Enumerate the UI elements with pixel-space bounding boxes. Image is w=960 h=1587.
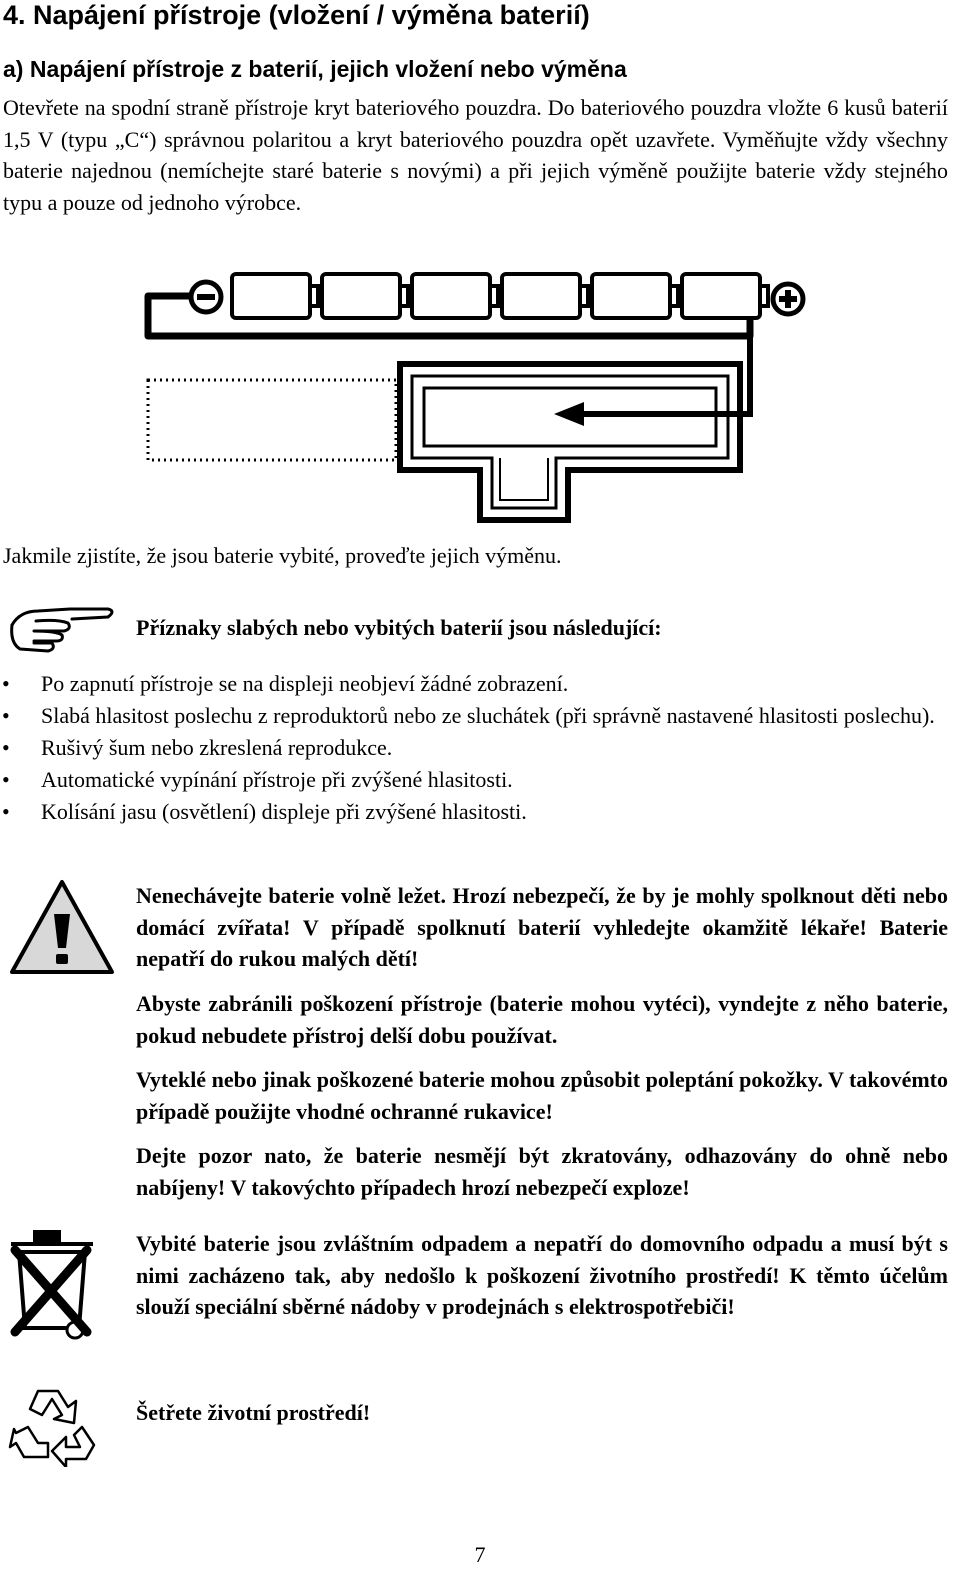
- disposal-paragraph: Vybité baterie jsou zvláštním odpadem a nepatří do domovního odpadu a musí být s nimi zacházeno tak, aby nedošlo k poškození životního prostředí! K těmto účelům slouží speciální sběrné nádoby v prodejnách s elektrospotřebiči!: [136, 1231, 948, 1319]
- warning-paragraph: Vyteklé nebo jinak poškozené baterie mohou způsobit poleptání pokožky. V takovémto případě použijte vhodné ochranné rukavice!: [136, 1067, 948, 1124]
- replace-batteries-note: Jakmile zjistíte, že jsou baterie vybité, proveďte jejich výměnu.: [3, 543, 562, 568]
- list-item: • Rušivý šum nebo zkreslená reprodukce.: [0, 732, 950, 764]
- page-heading: 4. Napájení přístroje (vložení / výměna baterií): [3, 0, 590, 30]
- symptom-list: [0, 668, 950, 828]
- pointing-hand-icon: [8, 603, 118, 655]
- recycle-icon: [8, 1385, 100, 1467]
- battery-outline-dotted: [148, 380, 396, 460]
- crossed-out-bin-icon: [5, 1228, 100, 1343]
- battery-compartment: [400, 364, 740, 520]
- list-item: • Kolísání jasu (osvětlení) displeje při zvýšené hlasitosti.: [0, 796, 950, 828]
- section-subheading: a) Napájení přístroje z baterií, jejich vložení nebo výměna: [3, 56, 627, 82]
- list-item: • Automatické vypínání přístroje při zvýšené hlasitosti.: [0, 764, 950, 796]
- plus-terminal: [773, 284, 803, 314]
- warning-triangle-icon: [8, 878, 116, 976]
- warning-paragraph: Dejte pozor nato, že baterie nesmějí být zkratovány, odhazovány do ohně nebo nabíjeny! V takovýchto případech hrozí nebezpečí exploze!: [136, 1143, 948, 1200]
- eco-note: Šetřete životní prostředí!: [136, 1400, 371, 1425]
- list-item: • Po zapnutí přístroje se na displeji neobjeví žádné zobrazení.: [0, 668, 950, 700]
- minus-terminal: [191, 282, 221, 312]
- list-item: • Slabá hlasitost poslechu z reproduktorů nebo ze sluchátek (při správně nastavené hlasitosti poslechu).: [0, 700, 950, 732]
- battery-row: [232, 274, 768, 318]
- symptoms-title: Příznaky slabých nebo vybitých baterií jsou následující:: [136, 615, 662, 640]
- battery-compartment-diagram: [140, 268, 820, 530]
- warning-paragraph: Nenechávejte baterie volně ležet. Hrozí nebezpečí, že by je mohly spolknout děti nebo domácí zvířata! V případě spolknutí baterií vyhledejte okamžitě lékaře! Baterie nepatří do rukou malých dětí!: [136, 883, 948, 971]
- page-number: 7: [474, 1542, 486, 1567]
- intro-paragraph: Otevřete na spodní straně přístroje kryt bateriového pouzdra. Do bateriového pouzdra vložte 6 kusů baterií 1,5 V (typu „C“) správnou polaritou a kryt bateriového pouzdra opět uzavřete. Vyměňujte vždy všechny baterie najednou (nemíchejte staré baterie s novými) a při jejich výměně použijte baterie vždy stejného typu a pouze od jednoho výrobce.: [3, 95, 948, 215]
- diagram-arrowhead: [554, 402, 584, 426]
- warning-paragraph: Abyste zabránili poškození přístroje (baterie mohou vytéci), vyndejte z něho baterie, pokud nebudete přístroj delší dobu používat.: [136, 991, 948, 1048]
